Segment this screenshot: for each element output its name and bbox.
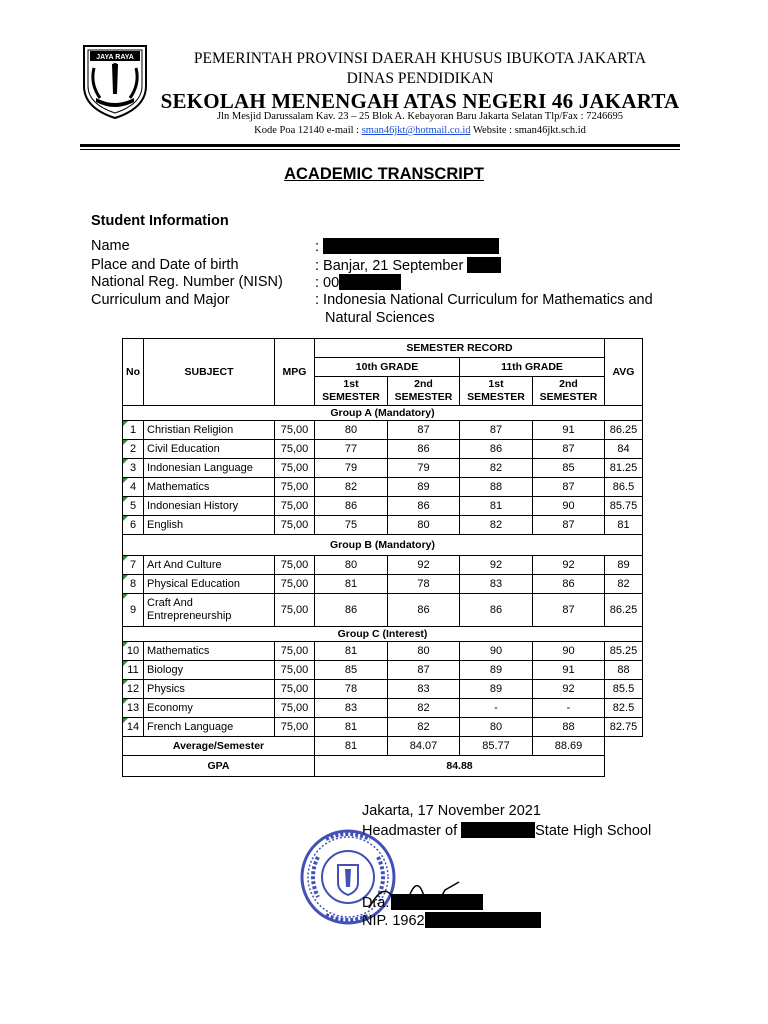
grade10-sem1-score: 81 [315,642,388,661]
header-g11-sem1: 1st SEMESTER [460,377,533,406]
min-passing-grade: 75,00 [275,680,315,699]
curriculum-label: Curriculum and Major [91,292,230,308]
signatory-name [362,894,483,911]
grade11-sem2-score: 87 [533,516,605,535]
cell-marker-icon [123,421,128,426]
letterhead-contact [160,125,680,136]
min-passing-grade: 75,00 [275,421,315,440]
signatory-title: Dra. [362,895,390,911]
subject-name: Indonesian Language [144,459,275,478]
grade11-sem2-score: 86 [533,575,605,594]
cell-marker-icon [123,497,128,502]
row-number-text: 4 [129,480,137,493]
grade11-sem2-score: 90 [533,497,605,516]
grade10-sem2-score: 78 [388,575,460,594]
subject-average: 86.25 [605,594,643,627]
grade11-sem2-score: 92 [533,556,605,575]
group-label: Group C (Interest) [123,627,643,642]
row-number-text: 10 [126,644,140,657]
row-number [123,497,144,516]
table-row [123,556,643,575]
group-row [123,627,643,642]
signatory-redaction [391,894,483,910]
min-passing-grade: 75,00 [275,718,315,737]
row-number [123,642,144,661]
row-number-text: 6 [129,518,137,531]
group-label: Group A (Mandatory) [123,406,643,421]
semester-average: 88.69 [533,737,605,756]
grade10-sem1-score: 78 [315,680,388,699]
gpa-label: GPA [123,756,315,777]
row-number-text: 2 [129,442,137,455]
header-no: No [123,339,144,406]
headmaster-prefix: Headmaster of [362,823,462,839]
cell-marker-icon [123,718,128,723]
table-row [123,594,643,627]
grade11-sem1-score: 90 [460,642,533,661]
grade11-sem2-score: 88 [533,718,605,737]
average-row [123,737,643,756]
subject-average: 85.25 [605,642,643,661]
table-row [123,699,643,718]
name-label: Name [91,238,130,254]
grade10-sem2-score: 89 [388,478,460,497]
grade11-sem1-score: 92 [460,556,533,575]
subject-average: 81.25 [605,459,643,478]
header-grade-11: 11th GRADE [460,358,605,377]
header-mpg: MPG [275,339,315,406]
header-g11-sem2: 2nd SEMESTER [533,377,605,406]
subject-name: Christian Religion [144,421,275,440]
header-avg: AVG [605,339,643,406]
cell-marker-icon [123,594,128,599]
header-grade-10: 10th GRADE [315,358,460,377]
row-number [123,594,144,627]
table-row [123,497,643,516]
semester-average: 81 [315,737,388,756]
letterhead-government: PEMERINTAH PROVINSI DAERAH KHUSUS IBUKOTA JAKARTA [193,50,647,67]
place-date: Jakarta, 17 November 2021 [362,803,541,819]
min-passing-grade: 75,00 [275,459,315,478]
min-passing-grade: 75,00 [275,497,315,516]
grade11-sem1-score: - [460,699,533,718]
nip-redaction [425,912,541,928]
grade11-sem1-score: 89 [460,680,533,699]
nisn-value [315,274,401,291]
row-number [123,680,144,699]
cell-marker-icon [123,642,128,647]
grade10-sem2-score: 87 [388,421,460,440]
grade11-sem2-score: 87 [533,594,605,627]
grade10-sem1-score: 80 [315,421,388,440]
cell-marker-icon [123,516,128,521]
row-number-text: 12 [126,682,140,695]
row-number [123,718,144,737]
subject-name: Mathematics [144,478,275,497]
grade10-sem2-score: 82 [388,718,460,737]
empty-cell [605,756,643,777]
subject-name: Craft And Entrepreneurship [144,594,275,627]
table-row [123,421,643,440]
semester-record-table [122,338,643,777]
grade11-sem1-score: 88 [460,478,533,497]
nisn-label: National Reg. Number (NISN) [91,274,283,290]
row-number [123,440,144,459]
grade11-sem2-score: 91 [533,661,605,680]
row-number [123,575,144,594]
subject-name: Mathematics [144,642,275,661]
table-row [123,680,643,699]
min-passing-grade: 75,00 [275,642,315,661]
row-number [123,421,144,440]
grade10-sem1-score: 75 [315,516,388,535]
school-redaction [461,822,535,838]
name-redaction [323,238,499,254]
header-semester-record: SEMESTER RECORD [315,339,605,358]
grade11-sem1-score: 87 [460,421,533,440]
headmaster-suffix: State High School [535,823,652,839]
grade10-sem1-score: 81 [315,575,388,594]
grade11-sem1-score: 89 [460,661,533,680]
semester-average: 85.77 [460,737,533,756]
subject-average: 82 [605,575,643,594]
row-number [123,516,144,535]
row-number [123,478,144,497]
subject-name: Civil Education [144,440,275,459]
header-row-1 [123,339,643,358]
subject-average: 85.5 [605,680,643,699]
jakarta-emblem-logo [76,42,154,120]
subject-name: Biology [144,661,275,680]
subject-average: 86.25 [605,421,643,440]
subject-name: English [144,516,275,535]
table-row [123,516,643,535]
subject-average: 85.75 [605,497,643,516]
header-subject: SUBJECT [144,339,275,406]
row-number-text: 14 [126,720,140,733]
grade10-sem2-score: 82 [388,699,460,718]
headmaster-line [362,822,651,839]
grade10-sem1-score: 86 [315,497,388,516]
grade11-sem1-score: 82 [460,516,533,535]
subject-name: Indonesian History [144,497,275,516]
grade10-sem1-score: 79 [315,459,388,478]
row-number [123,699,144,718]
subject-name: Physics [144,680,275,699]
birth-label: Place and Date of birth [91,257,239,273]
birth-text: : Banjar, 21 September [315,258,468,274]
header-g10-sem1: 1st SEMESTER [315,377,388,406]
grade11-sem2-score: 92 [533,680,605,699]
grade10-sem1-score: 85 [315,661,388,680]
grade10-sem1-score: 86 [315,594,388,627]
cell-marker-icon [123,680,128,685]
name-value [315,238,499,255]
website-text: Website : sman46jkt.sch.id [470,125,586,136]
cell-marker-icon [123,478,128,483]
grade10-sem1-score: 80 [315,556,388,575]
gpa-row [123,756,643,777]
min-passing-grade: 75,00 [275,556,315,575]
min-passing-grade: 75,00 [275,594,315,627]
subject-average: 82.5 [605,699,643,718]
group-row [123,535,643,556]
row-number-text: 9 [129,603,137,616]
grade11-sem2-score: 87 [533,478,605,497]
average-label: Average/Semester [123,737,315,756]
subject-average: 84 [605,440,643,459]
table-row [123,459,643,478]
grade10-sem1-score: 82 [315,478,388,497]
grade10-sem2-score: 83 [388,680,460,699]
cell-marker-icon [123,661,128,666]
grade10-sem1-score: 83 [315,699,388,718]
letterhead-address: Jln Mesjid Darussalam Kav. 23 – 25 Blok A. Kebayoran Baru Jakarta Selatan Tlp/Fax : 7246695 [217,111,623,122]
table-row [123,478,643,497]
grade11-sem2-score: 90 [533,642,605,661]
contact-prefix: Kode Poa 12140 e-mail : [254,125,362,136]
min-passing-grade: 75,00 [275,575,315,594]
row-number-text: 13 [126,701,140,714]
gpa-value: 84.88 [315,756,605,777]
row-number [123,556,144,575]
subject-name: French Language [144,718,275,737]
table-row [123,575,643,594]
cell-marker-icon [123,575,128,580]
cell-marker-icon [123,556,128,561]
grade11-sem2-score: - [533,699,605,718]
grade10-sem2-score: 80 [388,642,460,661]
grade10-sem2-score: 79 [388,459,460,478]
grade10-sem2-score: 86 [388,594,460,627]
empty-cell [605,737,643,756]
grade11-sem2-score: 87 [533,440,605,459]
grade11-sem1-score: 82 [460,459,533,478]
group-label: Group B (Mandatory) [123,535,643,556]
nisn-redaction [339,274,401,290]
grade11-sem1-score: 81 [460,497,533,516]
subject-name: Economy [144,699,275,718]
grade11-sem2-score: 91 [533,421,605,440]
nip-text: NIP. 1962 [362,913,425,929]
grade11-sem1-score: 86 [460,440,533,459]
row-number-text: 7 [129,558,137,571]
table-row [123,642,643,661]
subject-average: 82.75 [605,718,643,737]
grade10-sem2-score: 92 [388,556,460,575]
grade10-sem2-score: 80 [388,516,460,535]
letterhead-rule-thin [80,149,680,150]
row-number-text: 5 [129,499,137,512]
table-row [123,661,643,680]
letterhead-department: DINAS PENDIDIKAN [346,70,494,87]
curriculum-value-line1: : Indonesia National Curriculum for Mathematics and [315,292,653,308]
birth-year-redaction [467,257,501,273]
grade11-sem2-score: 85 [533,459,605,478]
cell-marker-icon [123,440,128,445]
grade11-sem1-score: 86 [460,594,533,627]
group-row [123,406,643,421]
grade10-sem1-score: 77 [315,440,388,459]
grade11-sem1-score: 83 [460,575,533,594]
curriculum-value-line2: Natural Sciences [325,310,435,326]
svg-text:JAYA RAYA: JAYA RAYA [96,54,134,61]
grade10-sem1-score: 81 [315,718,388,737]
table-row [123,718,643,737]
cell-marker-icon [123,699,128,704]
subject-average: 88 [605,661,643,680]
row-number-text: 8 [129,577,137,590]
grade10-sem2-score: 86 [388,440,460,459]
grade11-sem1-score: 80 [460,718,533,737]
table-row [123,440,643,459]
row-number-text: 1 [129,423,137,436]
document-title: ACADEMIC TRANSCRIPT [284,165,484,183]
min-passing-grade: 75,00 [275,478,315,497]
table-body [123,339,643,777]
min-passing-grade: 75,00 [275,516,315,535]
row-number-text: 11 [127,663,139,676]
grade10-sem2-score: 87 [388,661,460,680]
subject-average: 89 [605,556,643,575]
semester-average: 84.07 [388,737,460,756]
min-passing-grade: 75,00 [275,440,315,459]
nisn-text: : 00 [315,275,340,291]
name-colon: : [315,239,324,255]
row-number [123,459,144,478]
student-info-heading: Student Information [91,213,229,229]
row-number [123,661,144,680]
subject-average: 86.5 [605,478,643,497]
grade10-sem2-score: 86 [388,497,460,516]
letterhead-rule-thick [80,144,680,147]
subject-name: Art And Culture [144,556,275,575]
min-passing-grade: 75,00 [275,661,315,680]
subject-name: Physical Education [144,575,275,594]
letterhead-school-name: SEKOLAH MENENGAH ATAS NEGERI 46 JAKARTA [160,89,680,113]
cell-marker-icon [123,459,128,464]
email-link[interactable]: sman46jkt@hotmail.co.id [361,125,471,136]
subject-average: 81 [605,516,643,535]
header-g10-sem2: 2nd SEMESTER [388,377,460,406]
min-passing-grade: 75,00 [275,699,315,718]
signatory-nip [362,912,541,929]
birth-value [315,257,501,274]
row-number-text: 3 [129,461,137,474]
